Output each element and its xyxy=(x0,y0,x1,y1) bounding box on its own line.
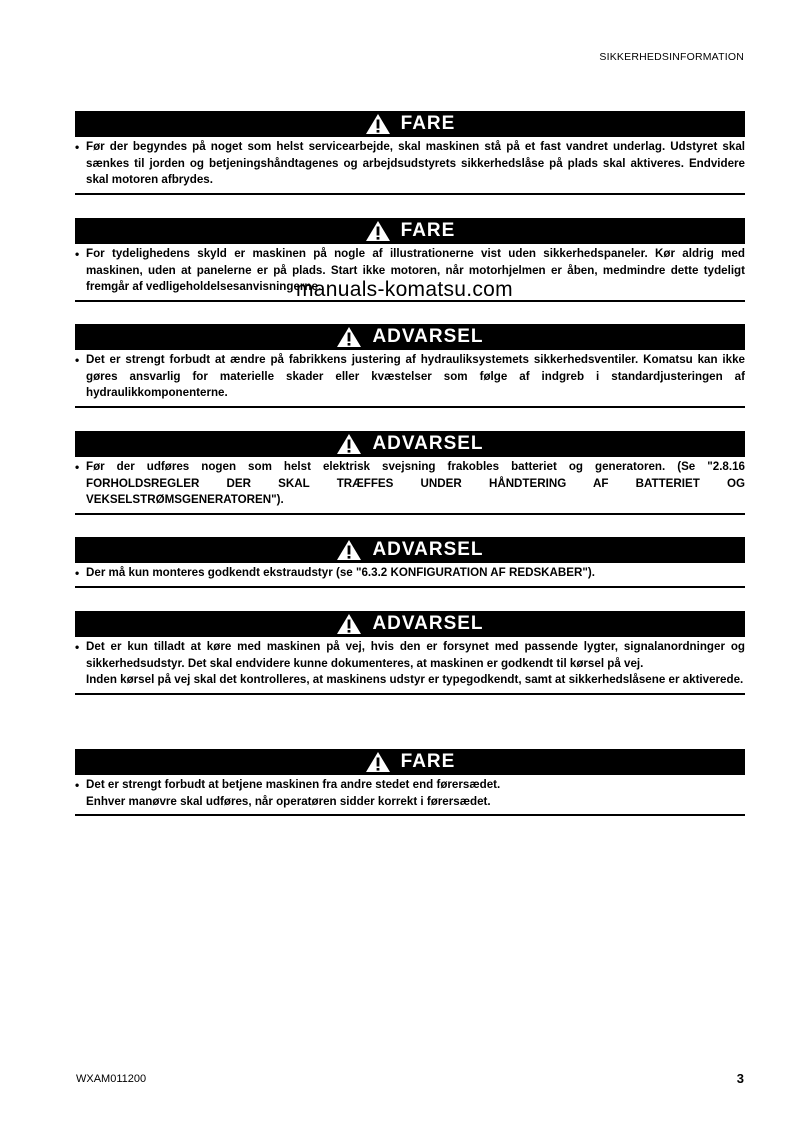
notice-divider xyxy=(75,693,745,695)
notice-banner xyxy=(75,611,745,637)
notice-level-label: ADVARSEL xyxy=(372,613,484,634)
warning-notice xyxy=(75,611,745,695)
notice-divider xyxy=(75,513,745,515)
warning-triangle-icon xyxy=(336,326,362,348)
notice-banner xyxy=(75,537,745,563)
notice-paragraph: • For tydelighedens skyld er maskinen på nogle af illustrationerne vist uden sikkerhedspaneler. Kør aldrig med maskinen, uden at panelerne er på plads. Start ikke motoren, når motorhjelmen er åben, medmindre dette tydeligt fremgår af vedligeholdelsesanvisningerne. xyxy=(75,246,745,296)
warning-triangle-icon xyxy=(336,539,362,561)
notice-banner xyxy=(75,749,745,775)
warning-notice xyxy=(75,537,745,588)
notice-banner xyxy=(75,431,745,457)
notice-paragraph: Enhver manøvre skal udføres, når operatøren sidder korrekt i førersædet. xyxy=(86,794,491,808)
danger-notice xyxy=(75,111,745,195)
notice-divider xyxy=(75,814,745,816)
notice-level-label: FARE xyxy=(400,751,456,772)
notice-paragraph: • Før der begyndes på noget som helst servicearbejde, skal maskinen stå på et fast vandret underlag. Udstyret skal sænkes til jorden og betjeningshåndtagenes og arbejdsudstyrets sikkerhedslåse på plads skal aktiveres. Endvidere skal motoren afbrydes. xyxy=(75,139,745,189)
warning-notice xyxy=(75,324,745,408)
page-number: 3 xyxy=(736,1071,744,1086)
warning-triangle-icon xyxy=(365,113,391,135)
notice-divider xyxy=(75,193,745,195)
warning-triangle-icon xyxy=(365,220,391,242)
warning-triangle-icon xyxy=(336,433,362,455)
notice-paragraph: • Det er kun tilladt at køre med maskinen på vej, hvis den er forsynet med passende lygter, signalanordninger og sikkerhedsudstyr. Det skal endvidere kunne dokumenteres, at maskinen er godkendt til kørsel på vej. xyxy=(75,639,745,672)
document-code: WXAM011200 xyxy=(76,1073,147,1085)
notice-level-label: FARE xyxy=(400,220,456,241)
notice-paragraph: • Før der udføres nogen som helst elektrisk svejsning frakobles batteriet og generatoren. (Se "2.8.16 FORHOLDSREGLER DER SKAL TRÆFFES UNDER HÅNDTERING AF BATTERIET OG VEKSELSTRØMSGENERATOREN"). xyxy=(75,459,745,509)
warning-triangle-icon xyxy=(336,613,362,635)
notice-divider xyxy=(75,406,745,408)
notice-paragraph: • Det er strengt forbudt at ændre på fabrikkens justering af hydrauliksystemets sikkerhedsventiler. Komatsu kan ikke gøres ansvarlig for materielle skader eller kvæstelser som følge af indgreb i standardjusteringen af hydraulikkomponenterne. xyxy=(75,352,745,402)
section-header-title: SIKKERHEDSINFORMATION xyxy=(599,51,744,63)
warning-triangle-icon xyxy=(365,751,391,773)
notice-paragraph: • Der må kun monteres godkendt ekstraudstyr (se "6.3.2 KONFIGURATION AF REDSKABER"). xyxy=(75,565,745,582)
notice-level-label: ADVARSEL xyxy=(372,326,484,347)
notice-level-label: ADVARSEL xyxy=(372,539,484,560)
notice-level-label: ADVARSEL xyxy=(372,433,484,454)
danger-notice xyxy=(75,749,745,816)
notice-paragraph: Inden kørsel på vej skal det kontrolleres, at maskinens udstyr er typegodkendt, samt at sikkerhedslåsene er aktiverede. xyxy=(86,673,744,686)
notice-banner xyxy=(75,324,745,350)
watermark: manuals-komatsu.com xyxy=(296,278,513,301)
notice-level-label: FARE xyxy=(400,113,456,134)
notice-divider xyxy=(75,586,745,588)
notice-banner xyxy=(75,111,745,137)
notice-banner xyxy=(75,218,745,244)
warning-notice xyxy=(75,431,745,515)
notice-paragraph: • Det er strengt forbudt at betjene maskinen fra andre stedet end førersædet. xyxy=(75,777,745,794)
